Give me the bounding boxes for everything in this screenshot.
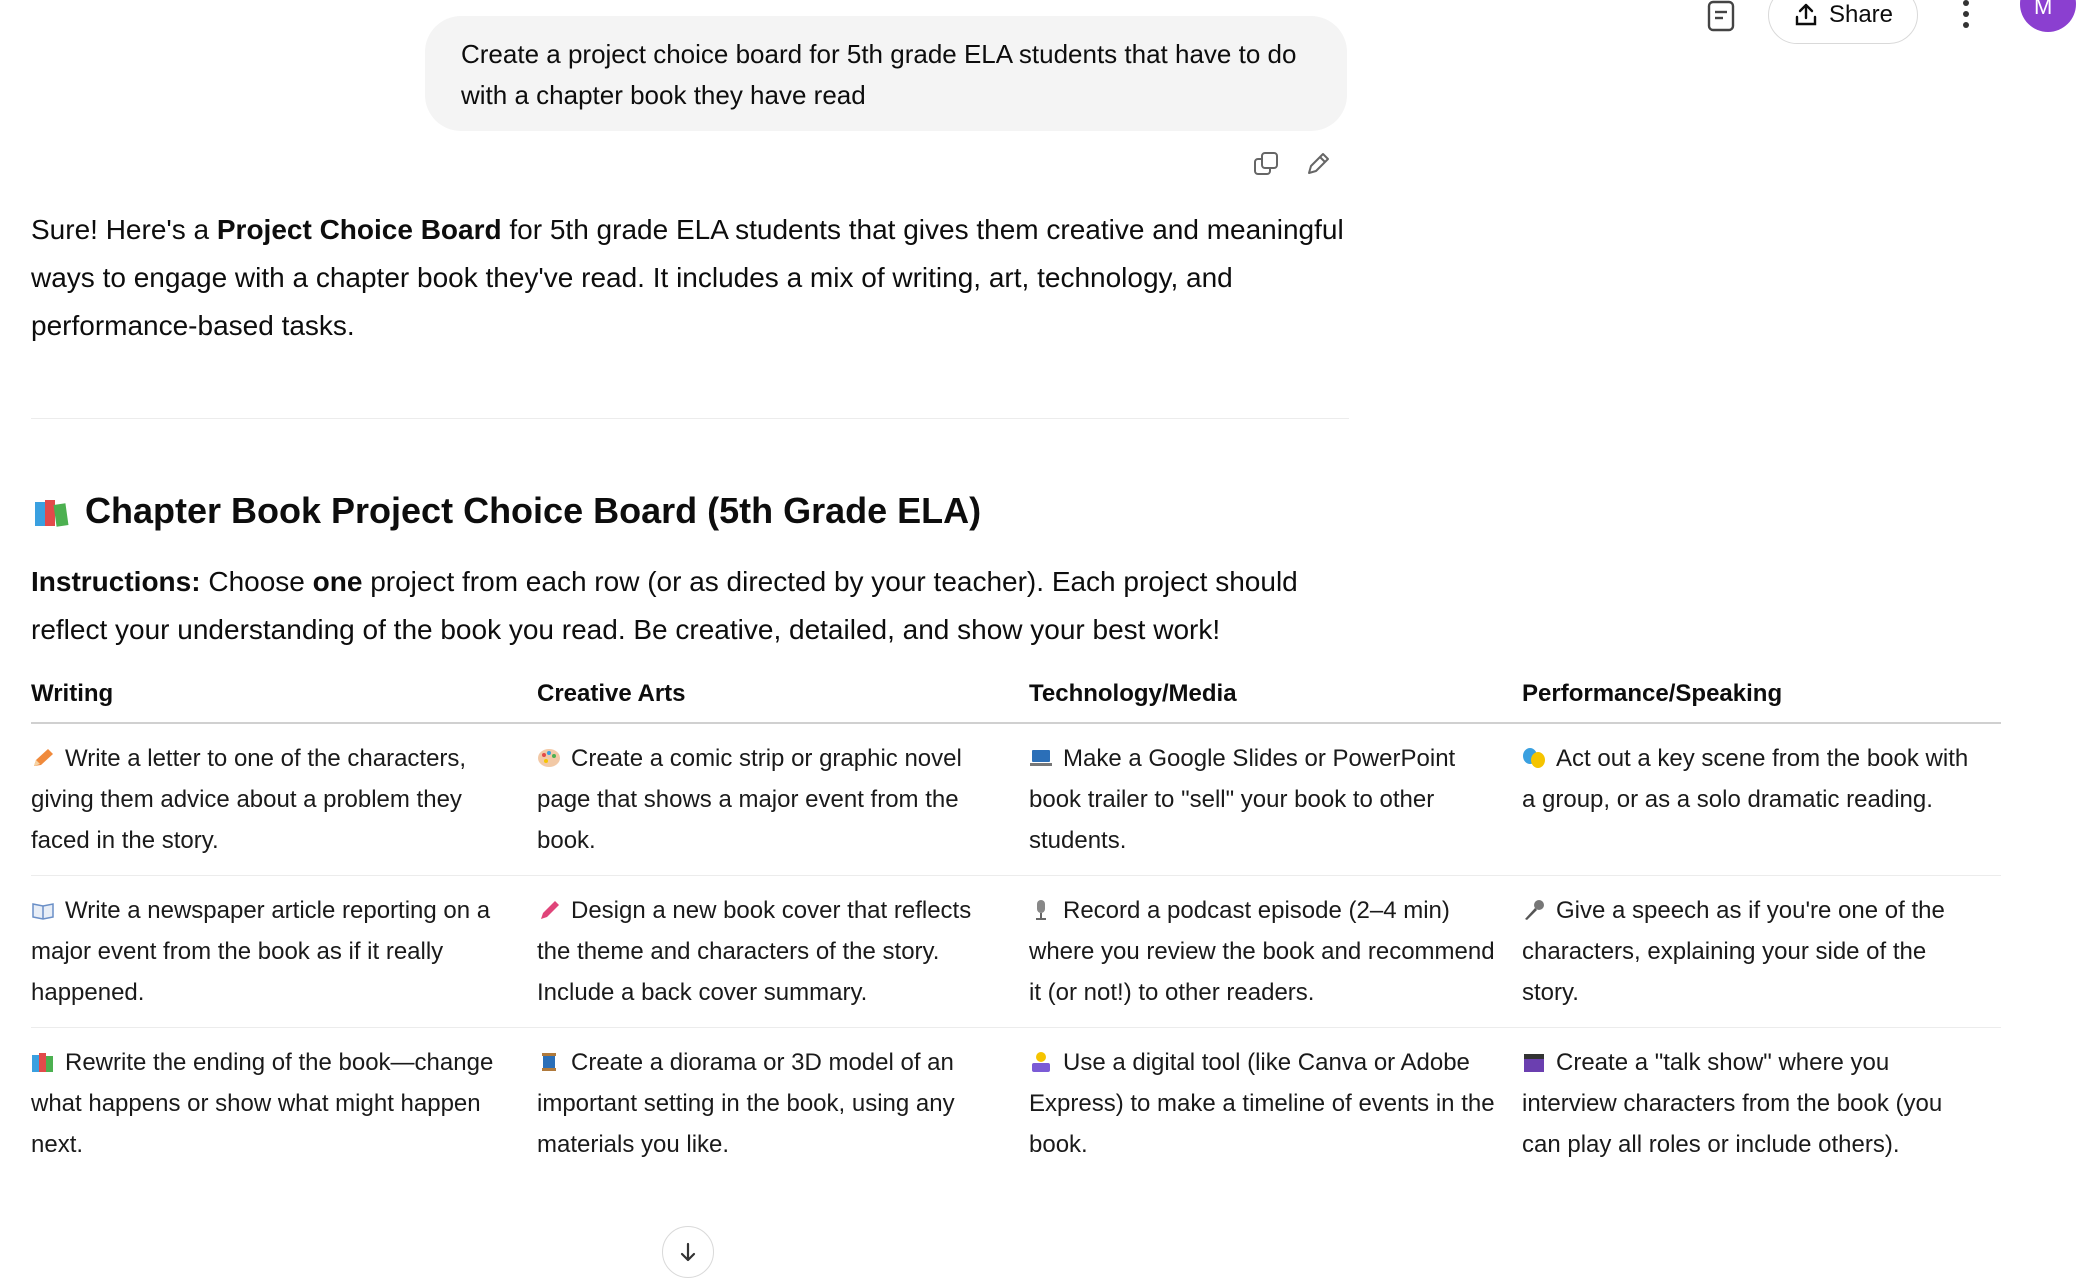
- cell-text: Design a new book cover that reflects the theme and characters of the story. Include a back cover summary.: [537, 897, 972, 1006]
- cell-text: Make a Google Slides or PowerPoint book trailer to "sell" your book to other students.: [1029, 745, 1456, 854]
- table-cell: [31, 876, 537, 1028]
- theater-masks-icon: [1522, 741, 1546, 763]
- table-cell: [537, 1028, 1029, 1180]
- message-actions: [1252, 150, 1332, 178]
- handheld-mic-icon: [1522, 893, 1546, 915]
- technologist-icon: [1029, 1045, 1053, 1067]
- divider: [31, 418, 1349, 419]
- cell-text: Create a comic strip or graphic novel page that shows a major event from the book.: [537, 745, 962, 854]
- table-row: [31, 1028, 2001, 1180]
- clapper-icon: [1522, 1045, 1546, 1067]
- intro-text-2: for 5th grade ELA students that gives them creative and meaningful ways to engage with a chapter book they've read. It includes a mix of writing, art, technology, and performance-based tasks.: [31, 214, 1344, 341]
- cell-text: Write a newspaper article reporting on a major event from the book as if it really happened.: [31, 897, 491, 1006]
- share-button[interactable]: [1768, 0, 1918, 44]
- table-header-row: [31, 668, 2001, 723]
- cell-text: Rewrite the ending of the book—change what happens or show what might happen next.: [31, 1049, 494, 1158]
- cell-text: Give a speech as if you're one of the characters, explaining your side of the story.: [1522, 897, 1945, 1006]
- books-icon: [31, 1045, 55, 1067]
- column-header: Performance/Speaking: [1522, 668, 2001, 723]
- upload-icon: [1793, 2, 1819, 28]
- copy-icon[interactable]: [1252, 150, 1280, 178]
- table-cell: [1029, 723, 1522, 876]
- assistant-intro: [31, 206, 1351, 350]
- open-book-icon: [31, 893, 55, 915]
- table-cell: [31, 1028, 537, 1180]
- instructions: [31, 558, 1361, 654]
- instructions-label: Instructions:: [31, 566, 201, 597]
- document-icon[interactable]: [1706, 0, 1736, 32]
- crayon-icon: [537, 893, 561, 915]
- arrow-down-icon: [676, 1240, 700, 1264]
- table-cell: [1029, 1028, 1522, 1180]
- instructions-bold: one: [312, 566, 363, 597]
- board-heading: [33, 490, 981, 532]
- choice-board-table: [31, 668, 2001, 1179]
- pencil-icon: [31, 741, 55, 763]
- table-cell: [1522, 1028, 2001, 1180]
- table-cell: [537, 876, 1029, 1028]
- intro-text-1: Sure! Here's a: [31, 214, 217, 245]
- avatar[interactable]: [2020, 0, 2076, 32]
- cell-text: Write a letter to one of the characters, giving them advice about a problem they faced in the story.: [31, 745, 467, 854]
- table-cell: [1522, 876, 2001, 1028]
- table-row: [31, 723, 2001, 876]
- more-options-icon[interactable]: [1954, 0, 1978, 34]
- edit-pencil-icon[interactable]: [1304, 150, 1332, 178]
- cell-text: Record a podcast episode (2–4 min) where you review the book and recommend it (or not!) to other readers.: [1029, 897, 1495, 1006]
- table-cell: [1522, 723, 2001, 876]
- avatar-initial: M: [2034, 0, 2053, 19]
- intro-bold: Project Choice Board: [216, 214, 502, 245]
- table-cell: [537, 723, 1029, 876]
- cell-text: Create a "talk show" where you interview characters from the book (you can play all roles or include others).: [1522, 1049, 1943, 1158]
- books-icon: [33, 495, 71, 527]
- table-row: [31, 876, 2001, 1028]
- microphone-icon: [1029, 893, 1053, 915]
- palette-icon: [537, 741, 561, 763]
- laptop-icon: [1029, 741, 1053, 763]
- cell-text: Create a diorama or 3D model of an important setting in the book, using any materials you like.: [537, 1049, 955, 1158]
- user-message-text: Create a project choice board for 5th grade ELA students that have to do with a chapter book they have read: [461, 39, 1297, 110]
- column-header: Creative Arts: [537, 668, 1029, 723]
- column-header: Writing: [31, 668, 537, 723]
- cell-text: Act out a key scene from the book with a group, or as a solo dramatic reading.: [1522, 745, 1969, 813]
- instructions-text-2: project from each row (or as directed by your teacher). Each project should reflect your understanding of the book you read. Be creative, detailed, and show your best work!: [31, 566, 1298, 645]
- user-message-bubble: [425, 16, 1347, 131]
- table-cell: [31, 723, 537, 876]
- board-title: Chapter Book Project Choice Board (5th Grade ELA): [85, 490, 982, 531]
- table-cell: [1029, 876, 1522, 1028]
- share-label: Share: [1828, 1, 1894, 28]
- thread-icon: [537, 1045, 561, 1067]
- instructions-text-1: Choose: [200, 566, 313, 597]
- column-header: Technology/Media: [1029, 668, 1522, 723]
- cell-text: Use a digital tool (like Canva or Adobe Express) to make a timeline of events in the book.: [1029, 1049, 1495, 1158]
- scroll-down-button[interactable]: [662, 1226, 714, 1278]
